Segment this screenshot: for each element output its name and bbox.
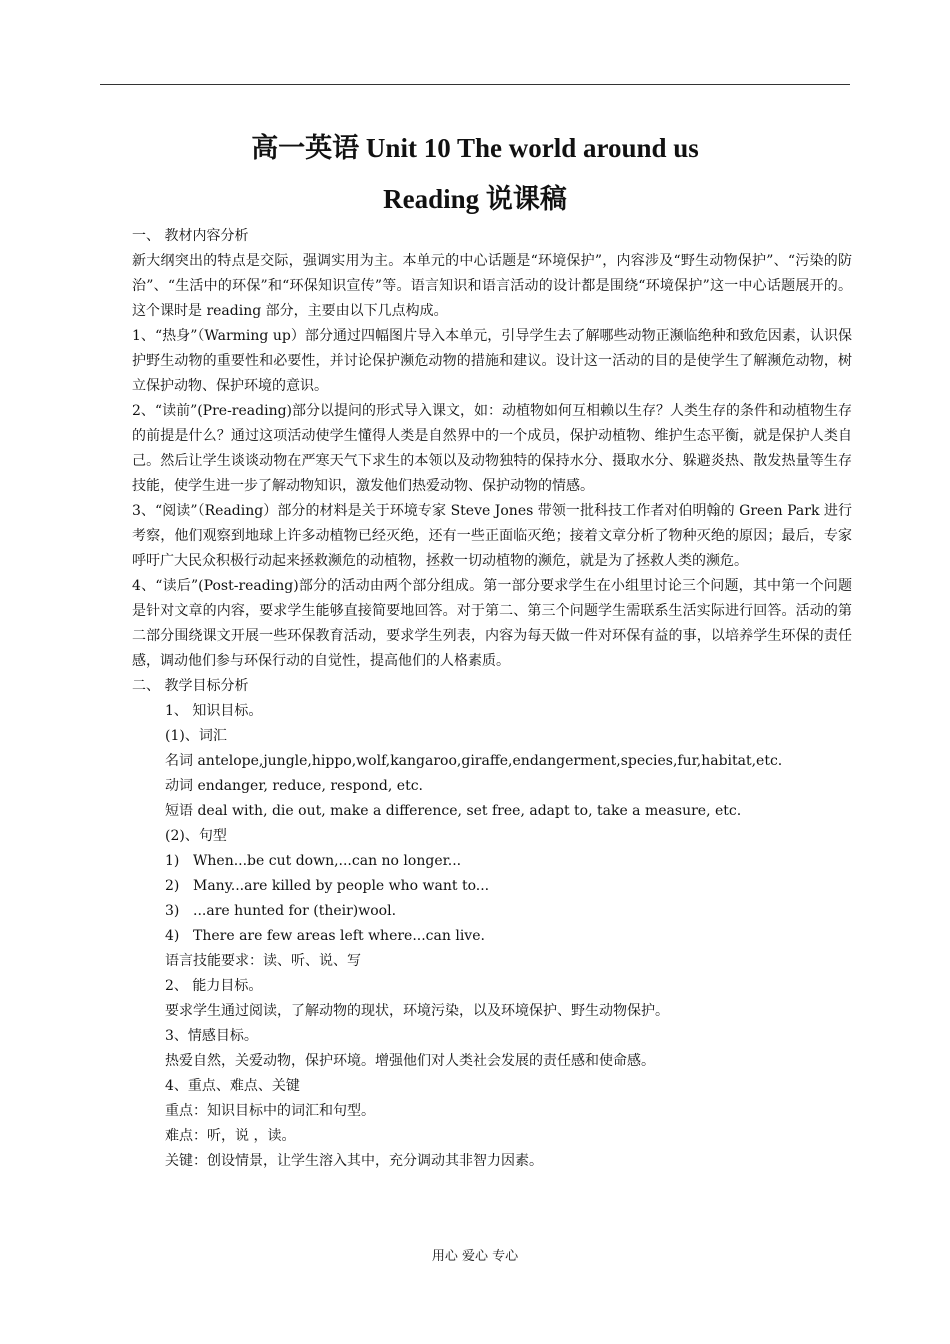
key-points: 重点：知识目标中的词汇和句型。 — [165, 1103, 375, 1119]
header-rule — [100, 84, 850, 85]
skills-requirement: 语言技能要求：读、听、说、写 — [165, 953, 361, 969]
paragraph-intro: 新大纲突出的特点是交际，强调实用为主。本单元的中心话题是“环境保护”，内容涉及“野生动物保护”、“污染的防治”、“生活中的环保”和“环保知识宣传”等。语言知识和语言活动的设计都是围绕“环境保护”这一中心话题展开的。这个课时是 reading 部分，主要由以下几点构成。 — [132, 253, 852, 319]
vocab-verbs: 动词 endanger, reduce, respond, etc. — [165, 778, 423, 794]
sentence-pattern-number: 2) — [165, 878, 180, 894]
vocab-heading: (1)、词汇 — [165, 728, 227, 744]
section-heading-objectives: 二、 教学目标分析 — [132, 678, 249, 694]
ability-heading: 2、 能力目标。 — [165, 978, 263, 994]
sentence-pattern-number: 4) — [165, 928, 180, 944]
difficulties: 难点：听，说 ，读。 — [165, 1128, 296, 1144]
sentence-pattern-text: When...be cut down,...can no longer... — [193, 853, 462, 869]
sentence-pattern-text: There are few areas left where...can live. — [193, 928, 485, 944]
ability-text: 要求学生通过阅读，了解动物的现状，环境污染，以及环境保护、野生动物保护。 — [165, 1003, 669, 1019]
sentence-pattern-item — [132, 899, 852, 924]
sentence-pattern-item — [132, 924, 852, 949]
sentence-pattern-item — [132, 874, 852, 899]
document-title: 高一英语 Unit 10 The world around us — [251, 133, 699, 163]
paragraph-warming-up: 1、“热身”（Warming up）部分通过四幅图片导入本单元，引导学生去了解哪些动物正濒临绝种和致危因素，认识保护野生动物的重要性和必要性，并讨论保护濒危动物的措施和建议。设计这一活动的目的是使学生了解濒危动物，树立保护动物、保护环境的意识。 — [132, 328, 852, 394]
section-heading-materials: 一、 教材内容分析 — [132, 228, 249, 244]
document-subtitle: Reading 说课稿 — [383, 184, 567, 214]
knowledge-heading: 1、 知识目标。 — [165, 703, 263, 719]
sentence-pattern-number: 3) — [165, 903, 180, 919]
sentence-pattern-item — [132, 849, 852, 874]
emotion-heading: 3、情感目标。 — [165, 1028, 258, 1044]
sentence-pattern-text: Many...are killed by people who want to... — [193, 878, 490, 894]
page-footer: 用心 爱心 专心 — [431, 1249, 519, 1264]
paragraph-reading: 3、“阅读”（Reading）部分的材料是关于环境专家 Steve Jones 带领一批科技工作者对伯明翰的 Green Park 进行考察，他们观察到地球上许多动植物已经灭绝，还有一些正面临灭绝；接着文章分析了物种灭绝的原因；最后，专家呼吁广大民众积极行动起来拯救濒危的动植物，拯救一切动植物的濒危，就是为了拯救人类的濒危。 — [132, 503, 852, 569]
sentence-pattern-text: ...are hunted for (their)wool. — [193, 903, 397, 919]
paragraph-pre-reading: 2、“读前”(Pre-reading)部分以提问的形式导入课文，如：动植物如何互相赖以生存？人类生存的条件和动植物生存的前提是什么？通过这项活动使学生懂得人类是自然界中的一个成员，保护动植物、维护生态平衡，就是保护人类自己。然后让学生谈谈动物在严寒天气下求生的本领以及动物独特的保持水分、摄取水分、躲避炎热、散发热量等生存技能，使学生进一步了解动物知识，激发他们热爱动物、保护动物的情感。 — [132, 403, 853, 494]
vocab-phrases: 短语 deal with, die out, make a difference, set free, adapt to, take a measure, etc. — [165, 803, 742, 819]
vocab-nouns: 名词 antelope,jungle,hippo,wolf,kangaroo,giraffe,endangerment,species,fur,habitat,etc. — [165, 753, 783, 769]
key-factor: 关键：创设情景，让学生溶入其中，充分调动其非智力因素。 — [165, 1153, 543, 1169]
document-body — [132, 224, 852, 1174]
key-heading: 4、重点、难点、关键 — [165, 1078, 300, 1094]
sentence-pattern-number: 1) — [165, 853, 180, 869]
emotion-text: 热爱自然，关爱动物，保护环境。增强他们对人类社会发展的责任感和使命感。 — [165, 1053, 655, 1069]
paragraph-post-reading: 4、“读后”(Post-reading)部分的活动由两个部分组成。第一部分要求学生在小组里讨论三个问题，其中第一个问题是针对文章的内容，要求学生能够直接简要地回答。对于第二、第三个问题学生需联系生活实际进行回答。活动的第二部分围绕课文开展一些环保教育活动，要求学生列表，内容为每天做一件对环保有益的事，以培养学生环保的责任感，调动他们参与环保行动的自觉性，提高他们的人格素质。 — [132, 578, 852, 669]
sentence-heading: (2)、句型 — [165, 828, 227, 844]
